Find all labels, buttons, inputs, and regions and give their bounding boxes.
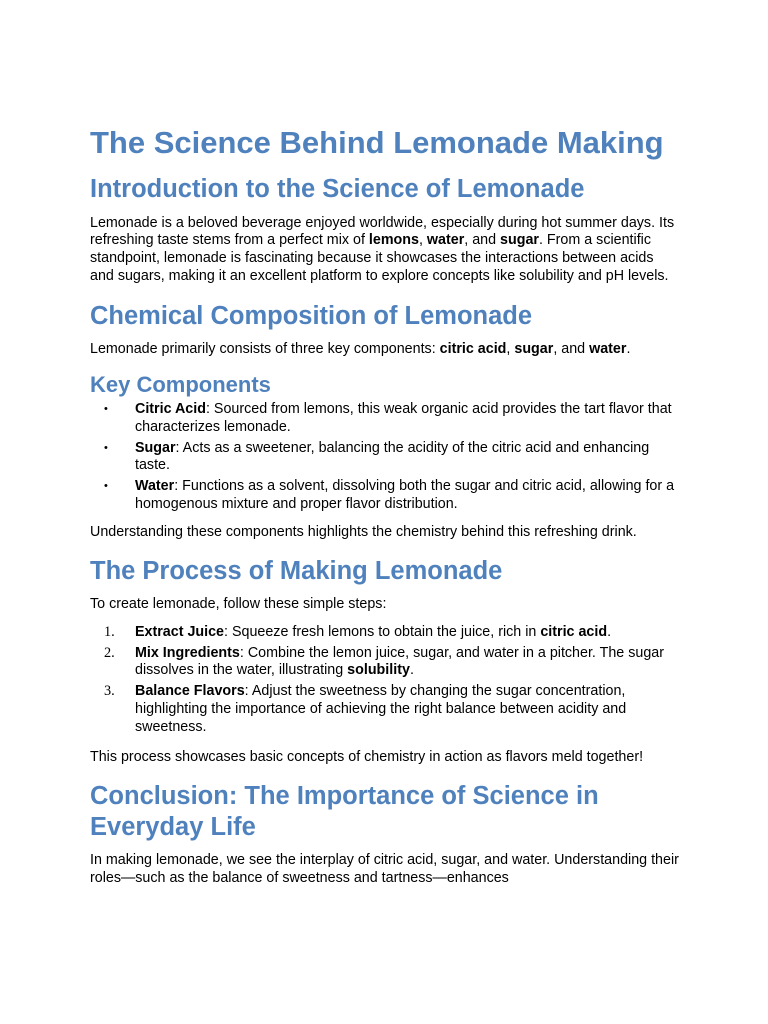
heading-chemical-composition: Chemical Composition of Lemonade (90, 301, 533, 330)
heading-process: The Process of Making Lemonade (90, 556, 503, 585)
heading-introduction: Introduction to the Science of Lemonade (90, 175, 585, 203)
heading-conclusion: Conclusion: The Importance of Science in Everyday Life (90, 782, 599, 841)
heading-key-components: Key Components (90, 371, 271, 397)
document-content (90, 124, 680, 888)
list-item: 1. Extract Juice: Squeeze fresh lemons to obtain the juice, rich in citric acid. (104, 623, 612, 640)
list-item: 3. Balance Flavors: Adjust the sweetness by changing the sugar concentration, highlighting the importance of achieving the right balance between acidity and sweetness. (104, 683, 627, 735)
process-intro: To create lemonade, follow these simple steps: (90, 596, 387, 613)
step-number: 1. (104, 623, 115, 640)
conclusion-paragraph: In making lemonade, we see the interplay of citric acid, sugar, and water. Understanding their roles—such as the balance of sweetness and tartness—enhances (90, 852, 679, 887)
components-summary: Understanding these components highlights the chemistry behind this refreshing drink. (90, 523, 637, 540)
step-number: 3. (104, 683, 115, 700)
document-title: The Science Behind Lemonade Making (90, 125, 664, 160)
step-number: 2. (104, 644, 115, 661)
process-summary: This process showcases basic concepts of chemistry in action as flavors meld together! (90, 748, 644, 765)
list-item: 2. Mix Ingredients: Combine the lemon juice, sugar, and water in a pitcher. The sugar dissolves in the water, illustrating solubility. (104, 644, 664, 679)
bullet-icon: • (104, 402, 108, 415)
composition-paragraph: Lemonade primarily consists of three key components: citric acid, sugar, and water. (90, 341, 631, 358)
process-steps-list (90, 624, 680, 737)
bullet-icon: • (104, 480, 108, 493)
bullet-icon: • (104, 441, 108, 454)
key-components-list (90, 401, 680, 514)
intro-paragraph: Lemonade is a beloved beverage enjoyed worldwide, especially during hot summer days. Its refreshing taste stems from a perfect mix of lemons, water, and sugar. From a scientific standpoint, lemonade is fascinating because it showcases the interactions between acids and sugars, making it an excellent platform to explore concepts like solubility and pH levels. (90, 214, 675, 284)
list-item: • Citric Acid: Sourced from lemons, this weak organic acid provides the tart flavor that characterizes lemonade. (104, 400, 672, 435)
list-item: • Water: Functions as a solvent, dissolving both the sugar and citric acid, allowing for a homogenous mixture and proper flavor distribution. (104, 478, 675, 512)
list-item: • Sugar: Acts as a sweetener, balancing the acidity of the citric acid and enhancing taste. (104, 439, 650, 474)
